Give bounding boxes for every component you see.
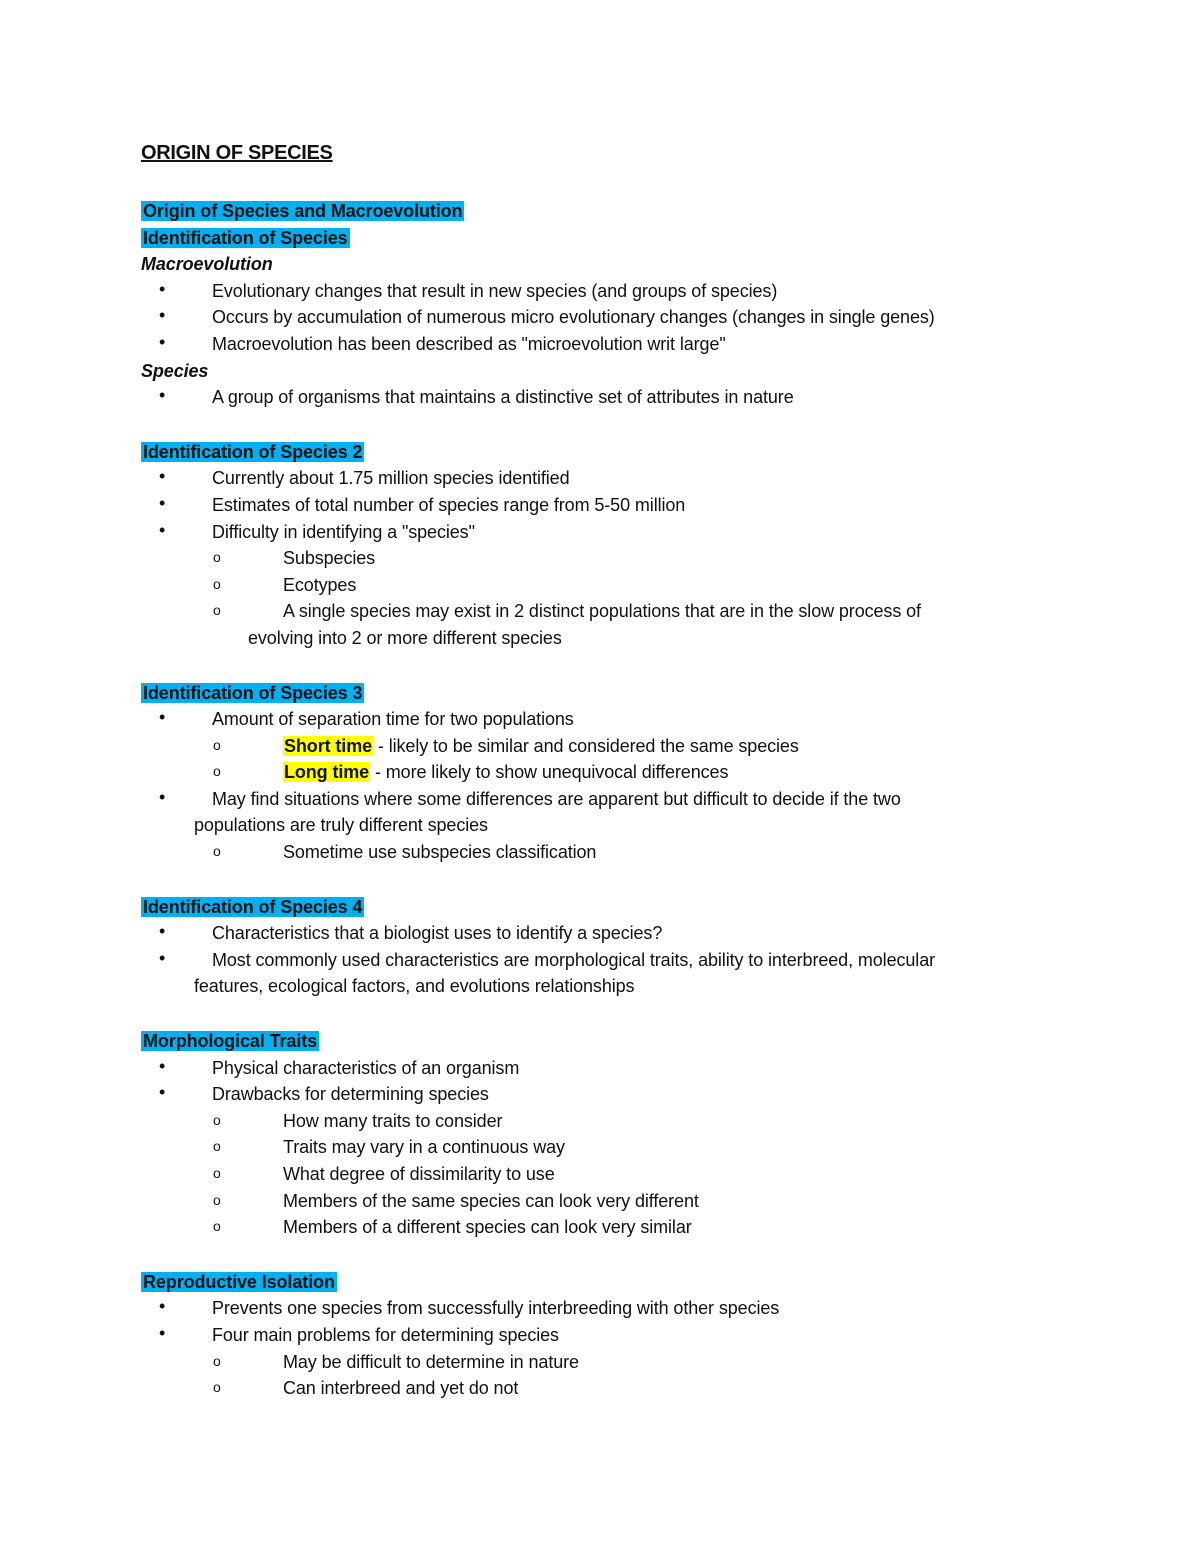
sub-list-item: o Can interbreed and yet do not bbox=[141, 1375, 1101, 1402]
circle-bullet-icon: o bbox=[213, 575, 221, 592]
circle-bullet-icon: o bbox=[213, 1111, 221, 1128]
circle-bullet-icon: o bbox=[213, 549, 221, 566]
highlighted-term: Long time bbox=[284, 762, 370, 783]
bullet-icon: • bbox=[159, 947, 166, 968]
bullet-icon: • bbox=[159, 1055, 166, 1076]
list-item: • Macroevolution has been described as "microevolution writ large" bbox=[141, 331, 1101, 358]
list-item: • May find situations where some differences are apparent but difficult to decide if the two bbox=[141, 786, 1101, 813]
bullet-icon: • bbox=[159, 786, 166, 807]
sub-heading: Macroevolution bbox=[141, 254, 273, 275]
section-heading: Identification of Species bbox=[143, 227, 348, 248]
bullet-icon: • bbox=[159, 305, 166, 326]
section-heading: Identification of Species 4 bbox=[143, 896, 363, 917]
list-item: • Physical characteristics of an organism bbox=[141, 1055, 1101, 1082]
sub-list-item: o Sometime use subspecies classification bbox=[141, 839, 1101, 866]
list-item: • Amount of separation time for two populations bbox=[141, 706, 1101, 733]
bullet-icon: • bbox=[159, 921, 166, 942]
list-item: • Characteristics that a biologist uses to identify a species? bbox=[141, 920, 1101, 947]
list-item: • Drawbacks for determining species bbox=[141, 1081, 1101, 1108]
bullet-icon: • bbox=[159, 331, 166, 352]
sub-list-item: o How many traits to consider bbox=[141, 1108, 1101, 1135]
circle-bullet-icon: o bbox=[213, 1138, 221, 1155]
bullet-icon: • bbox=[159, 707, 166, 728]
list-item: • Occurs by accumulation of numerous micro evolutionary changes (changes in single genes) bbox=[141, 304, 1101, 331]
section-heading: Origin of Species and Macroevolution bbox=[143, 201, 463, 221]
circle-bullet-icon: o bbox=[213, 1165, 221, 1181]
sub-list-item: o Members of a different species can look very similar bbox=[141, 1214, 1101, 1241]
sub-list-item: o Ecotypes bbox=[141, 572, 1101, 599]
section-heading: Identification of Species 3 bbox=[143, 682, 363, 703]
sub-list-item: o May be difficult to determine in nature bbox=[141, 1349, 1101, 1376]
sub-list-item: o Members of the same species can look very different bbox=[141, 1188, 1101, 1215]
sub-heading: Species bbox=[141, 360, 209, 381]
list-item-continuation: features, ecological factors, and evolutions relationships bbox=[194, 976, 635, 997]
bullet-icon: • bbox=[159, 519, 166, 540]
bullet-icon: • bbox=[159, 1082, 166, 1103]
sub-list-item: o Traits may vary in a continuous way bbox=[141, 1134, 1101, 1161]
list-item: • Difficulty in identifying a "species" bbox=[141, 519, 1101, 546]
circle-bullet-icon: o bbox=[213, 1379, 221, 1396]
list-item: • Most commonly used characteristics are morphological traits, ability to interbreed, molecular bbox=[141, 947, 1101, 974]
circle-bullet-icon: o bbox=[213, 736, 221, 753]
list-item: • Evolutionary changes that result in new species (and groups of species) bbox=[141, 278, 1101, 305]
circle-bullet-icon: o bbox=[213, 1218, 221, 1235]
circle-bullet-icon: o bbox=[213, 1352, 221, 1369]
sub-list-item: o What degree of dissimilarity to use bbox=[141, 1161, 1101, 1188]
list-item: • Estimates of total number of species range from 5-50 million bbox=[141, 492, 1101, 519]
circle-bullet-icon: o bbox=[213, 763, 221, 780]
section-heading: Morphological Traits bbox=[143, 1031, 318, 1052]
section-heading: Reproductive Isolation bbox=[143, 1271, 335, 1292]
section-heading: Identification of Species 2 bbox=[143, 441, 363, 462]
bullet-icon: • bbox=[159, 385, 166, 406]
list-item: • Currently about 1.75 million species identified bbox=[141, 465, 1101, 492]
highlighted-term: Short time bbox=[284, 735, 373, 756]
sub-list-item-continuation: evolving into 2 or more different species bbox=[248, 627, 562, 648]
sub-list-item: o Subspecies bbox=[141, 545, 1101, 572]
sub-list-item: o A single species may exist in 2 distinct populations that are in the slow process of bbox=[141, 598, 1101, 625]
circle-bullet-icon: o bbox=[213, 843, 221, 860]
list-item: • A group of organisms that maintains a distinctive set of attributes in nature bbox=[141, 384, 1101, 411]
bullet-icon: • bbox=[159, 278, 166, 299]
bullet-icon: • bbox=[159, 492, 166, 513]
bullet-icon: • bbox=[159, 1296, 166, 1317]
list-item-continuation: populations are truly different species bbox=[194, 815, 488, 836]
document-body bbox=[141, 198, 1101, 1402]
sub-list-item: o Long time - more likely to show unequivocal differences bbox=[141, 759, 1101, 786]
circle-bullet-icon: o bbox=[213, 602, 221, 619]
bullet-icon: • bbox=[159, 1322, 166, 1343]
list-item: • Four main problems for determining species bbox=[141, 1322, 1101, 1349]
circle-bullet-icon: o bbox=[213, 1191, 221, 1208]
bullet-icon: • bbox=[159, 466, 166, 487]
sub-list-item: o Short time - likely to be similar and considered the same species bbox=[141, 733, 1101, 760]
document-title: ORIGIN OF SPECIES bbox=[141, 142, 333, 164]
list-item: • Prevents one species from successfully interbreeding with other species bbox=[141, 1295, 1101, 1322]
